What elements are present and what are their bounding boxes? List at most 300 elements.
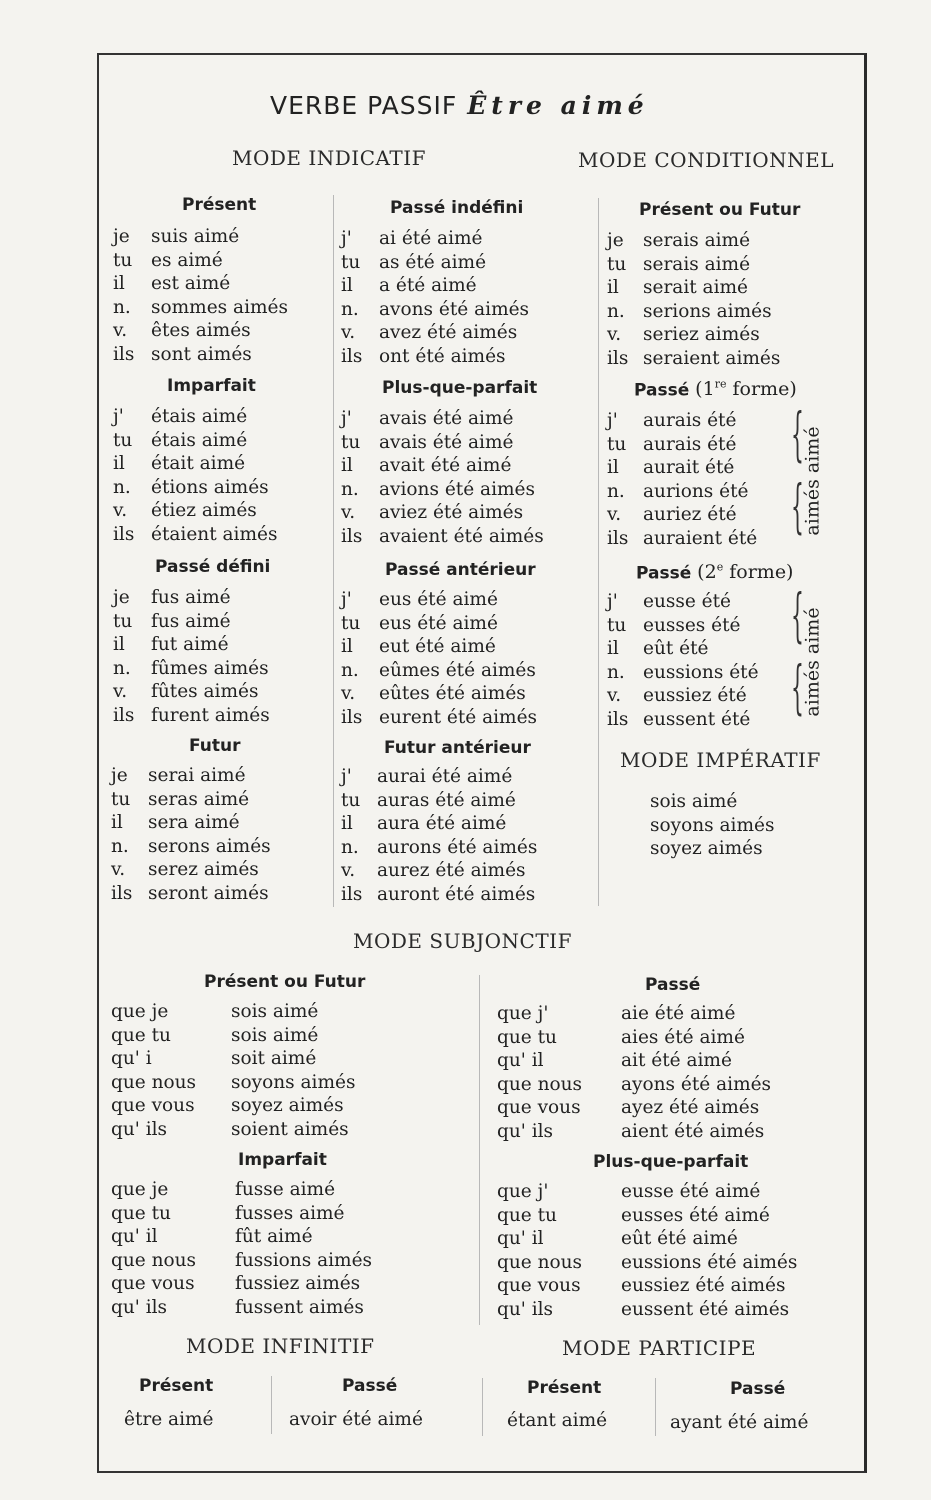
conjugation-row [341,227,529,251]
conjugation-row [113,657,270,681]
imperatif-row: soyons aimés [650,814,775,836]
participe-present: étant aimé [507,1410,608,1431]
pronoun: que j' [497,1181,549,1202]
pronoun: je [113,226,130,247]
conjugation-row [607,708,759,732]
pronoun: n. [341,298,359,320]
pronoun: j' [607,591,618,612]
pronoun: qu' i [111,1048,152,1070]
verb-form: eûtes été aimés [379,683,526,705]
pronoun: tu [607,433,627,455]
conjugation-row [341,588,537,612]
verb-form: fût aimé [235,1226,313,1248]
verb-form: aurai été aimé [377,766,513,787]
conjugation-row [113,610,270,634]
pronoun: v. [607,324,622,346]
pronoun: il [607,457,619,479]
pronoun: il [113,634,125,656]
pronoun: tu [113,610,133,632]
conjugation-row [113,249,288,273]
tense-label: Présent [182,195,257,215]
verb-form: auras été aimé [377,789,516,811]
verb-form: seriez aimés [643,324,760,346]
conjugation-row [607,229,780,253]
verb-form: ai été aimé [379,228,483,249]
conjugation-row [341,789,537,813]
pronoun: je [607,230,624,251]
pronoun: v. [341,683,356,705]
pronoun: ils [341,883,363,905]
verb-form: soyez aimés [231,1095,344,1117]
conjugation-row [113,272,288,296]
brace-glyph: { [790,653,804,721]
pronoun: qu' il [111,1226,158,1248]
conjugation-row [341,859,537,883]
pronoun: n. [113,476,131,498]
verb-form: seras aimé [148,788,250,810]
pronoun: j' [607,410,618,431]
conjugation-row [111,1024,355,1048]
conjugation-row [607,323,780,347]
imperatif-row: sois aimé [650,791,738,812]
conj-block [497,1002,771,1144]
conjugation-row [607,300,780,324]
tense-label: Passé indéfini [390,198,524,218]
conjugation-row [113,343,288,367]
conjugation-row [497,1002,771,1026]
pronoun: n. [111,835,129,857]
conjugation-row [113,319,288,343]
conj-block [113,405,277,547]
verb-form: étais aimé [151,406,248,427]
mode-conditionnel-heading: MODE CONDITIONNEL [578,148,835,172]
conjugation-row [111,1071,355,1095]
pronoun: il [607,638,619,660]
verb-form: est aimé [151,273,231,295]
conjugation-row [111,1178,372,1202]
verb-form: étions aimés [151,476,269,498]
conjugation-row [113,680,270,704]
conjugation-row [111,1000,355,1024]
verb-form: aies été aimé [621,1026,745,1048]
verb-form: avons été aimés [379,298,530,320]
conjugation-row [497,1120,771,1144]
vertical-label: aimés aimé [801,426,824,536]
verb-form: avais été aimé [379,408,514,429]
conjugation-row [497,1026,771,1050]
verb-form: fûtes aimés [151,681,259,703]
conjugation-row [341,251,529,275]
verb-form: auront été aimés [377,883,536,905]
conjugation-row [497,1073,771,1097]
conjugation-row [607,614,759,638]
conjugation-row [607,456,757,480]
conjugation-row [497,1096,771,1120]
conjugation-row [111,764,271,788]
conjugation-row [111,788,271,812]
conjugation-row [497,1204,797,1228]
pronoun: il [341,636,353,658]
tense-label: Passé [342,1376,398,1396]
imperatif-list [650,790,774,861]
pronoun: que tu [111,1202,171,1224]
tense-label: Imparfait [238,1150,327,1170]
pronoun: qu' il [497,1050,544,1072]
pronoun: tu [113,429,133,451]
column-divider [271,1376,272,1434]
conjugation-row [607,684,759,708]
verb-form: eus été aimé [379,589,498,610]
verb-form: aurions été [643,480,749,502]
conjugation-row [113,499,277,523]
verb-form: eussent été aimés [621,1298,790,1320]
conjugation-row [113,405,277,429]
pronoun: j' [113,406,124,427]
conjugation-row [607,637,759,661]
verb-form: fusses aimé [235,1202,345,1224]
vertical-label: aimés aimé [801,607,824,717]
pronoun: il [111,812,123,834]
tense-label: Futur [189,736,241,756]
verb-form: soyons aimés [231,1071,356,1093]
conjugation-row [113,633,270,657]
verb-form: étais aimé [151,429,248,451]
column-divider [333,195,334,907]
pronoun: n. [341,478,359,500]
tense-label: Passé antérieur [385,560,536,580]
brace-glyph: { [790,472,804,540]
infinitif-present: être aimé [124,1409,214,1430]
pronoun: v. [113,681,128,703]
conjugation-row [111,1118,355,1142]
tense-label: Passé (2e forme) [636,561,794,584]
conjugation-row [341,454,544,478]
pronoun: tu [341,251,361,273]
pronoun: tu [607,614,627,636]
pronoun: que vous [497,1097,581,1119]
verb-form: seraient aimés [643,347,781,369]
tense-label: Futur antérieur [384,738,531,758]
pronoun: j' [341,408,352,429]
verb-form: eusses été aimé [621,1204,770,1226]
conj-block [497,1180,797,1322]
conjugation-row [341,478,544,502]
pronoun: que nous [111,1249,197,1271]
pronoun: j' [341,589,352,610]
verb-form: était aimé [151,453,246,475]
verb-form: aurais été [643,433,737,455]
pronoun: il [607,277,619,299]
conjugation-row [113,225,288,249]
conjugation-row [497,1180,797,1204]
conj-block [341,588,537,730]
verb-form: serais aimé [643,230,751,251]
conjugation-row [111,1202,372,1226]
verb-form: eussiez été [643,685,747,707]
pronoun: que je [111,1179,169,1200]
pronoun: que je [111,1001,169,1022]
verb-form: fussions aimés [235,1249,373,1271]
column-divider [598,198,599,906]
tense-label: Présent [139,1376,214,1396]
pronoun: n. [607,300,625,322]
verb-form: furent aimés [151,704,270,726]
verb-form: eut été aimé [379,636,496,658]
pronoun: il [341,455,353,477]
conj-block [607,409,757,551]
pronoun: que nous [497,1251,583,1273]
conjugation-row [111,1249,372,1273]
mode-indicatif-heading: MODE INDICATIF [232,146,426,170]
conjugation-row [607,253,780,277]
verb-form: avais été aimé [379,431,514,453]
tense-label: Passé défini [155,557,271,577]
verb-form: eûmes été aimés [379,659,536,681]
pronoun: il [113,453,125,475]
verb-form: a été aimé [379,275,477,297]
column-divider [479,975,480,1325]
column-divider [482,1378,483,1436]
verb-form: eussions été [643,661,759,683]
pronoun: j' [341,228,352,249]
verb-form: ont été aimés [379,345,506,367]
conjugation-row [111,882,271,906]
pronoun: ils [341,345,363,367]
conjugation-row [113,452,277,476]
conjugation-row [607,661,759,685]
tense-label: Plus-que-parfait [382,378,538,398]
pronoun: tu [607,253,627,275]
pronoun: j' [341,766,352,787]
pronoun: tu [341,789,361,811]
verb-form: sois aimé [231,1001,319,1022]
page-title: VERBE PASSIF Être aimé [270,91,649,120]
conjugation-row [607,480,757,504]
mode-infinitif-heading: MODE INFINITIF [186,1334,375,1358]
conj-block [607,229,780,371]
conj-block [607,590,759,732]
conjugation-row [113,296,288,320]
brace-glyph: { [790,581,804,649]
pronoun: v. [341,322,356,344]
conjugation-row [607,347,780,371]
pronoun: je [111,765,128,786]
pronoun: v. [341,860,356,882]
conjugation-row [607,503,757,527]
conj-block [111,1000,355,1142]
pronoun: que nous [111,1071,197,1093]
conjugation-row [111,1225,372,1249]
verb-form: auraient été [643,527,758,549]
conjugation-row [341,321,529,345]
pronoun: il [341,813,353,835]
conjugation-row [497,1274,797,1298]
infinitif-passe: avoir été aimé [289,1409,423,1430]
conjugation-row [341,431,544,455]
pronoun: il [341,275,353,297]
verb-form: eusse été [643,591,732,612]
verb-form: fus aimé [151,587,231,608]
verb-form: eût été [643,638,709,660]
pronoun: qu' ils [497,1120,554,1142]
conjugation-row [341,682,537,706]
conjugation-row [341,659,537,683]
verb-form: étiez aimés [151,500,257,522]
pronoun: que tu [497,1204,557,1226]
pronoun: qu' ils [497,1298,554,1320]
pronoun: n. [607,661,625,683]
verb-form: eussions été aimés [621,1251,798,1273]
verb-form: serait aimé [643,277,748,299]
conjugation-row [113,429,277,453]
pronoun: il [113,273,125,295]
mode-subjonctif-heading: MODE SUBJONCTIF [353,929,572,953]
verb-form: eusse été aimé [621,1181,761,1202]
conj-block [113,586,270,728]
verb-form: fussiez aimés [235,1273,361,1295]
pronoun: ils [113,704,135,726]
verb-form: eussiez été aimés [621,1275,786,1297]
verb-form: es aimé [151,249,223,271]
verb-form: aurais été [643,410,737,431]
mode-imperatif-heading: MODE IMPÉRATIF [620,748,821,772]
verb-form: fus aimé [151,610,231,632]
conjugation-row [113,586,270,610]
verb-form: sois aimé [231,1024,319,1046]
tense-label: Passé [645,975,701,995]
conjugation-row [341,812,537,836]
verb-form: serions aimés [643,300,772,322]
verb-form: eurent été aimés [379,706,538,728]
tense-label: Passé [730,1379,786,1399]
verb-form: avez été aimés [379,322,518,344]
verb-form: seront aimés [148,882,269,904]
pronoun: n. [607,480,625,502]
verb-form: serez aimés [148,859,259,881]
pronoun: v. [113,500,128,522]
conjugation-row [111,1047,355,1071]
verb-form: auriez été [643,504,737,526]
pronoun: que vous [497,1275,581,1297]
pronoun: tu [113,249,133,271]
conjugation-row [341,501,544,525]
verb-form: aurez été aimés [377,860,526,882]
conjugation-row [111,1272,372,1296]
pronoun: que j' [497,1003,549,1024]
verb-form: aurons été aimés [377,836,538,858]
participe-passe: ayant été aimé [670,1412,809,1433]
conj-block [113,225,288,367]
verb-form: soit aimé [231,1048,317,1070]
brace-glyph: { [790,400,804,468]
conjugation-row [113,476,277,500]
conj-block [111,1178,372,1320]
conjugation-row [111,835,271,859]
verb-form: eussent été [643,708,751,730]
pronoun: que tu [111,1024,171,1046]
conj-block [341,407,544,549]
verb-form: sommes aimés [151,296,288,318]
conjugation-row [341,765,537,789]
pronoun: tu [341,431,361,453]
verb-form: aura été aimé [377,813,507,835]
conjugation-row [341,706,537,730]
pronoun: tu [111,788,131,810]
pronoun: que vous [111,1273,195,1295]
conjugation-row [111,1296,372,1320]
pronoun: n. [113,296,131,318]
pronoun: ils [341,525,363,547]
pronoun: n. [341,659,359,681]
verb-form: aie été aimé [621,1003,736,1024]
conjugation-row [607,409,757,433]
conjugation-row [341,345,529,369]
conjugation-row [607,276,780,300]
conjugation-row [341,407,544,431]
conjugation-row [111,858,271,882]
pronoun: v. [341,502,356,524]
verb-form: aviez été aimés [379,502,524,524]
verb-form: ait été aimé [621,1050,732,1072]
pronoun: ils [607,527,629,549]
verb-form: étaient aimés [151,523,278,545]
pronoun: n. [341,836,359,858]
pronoun: v. [111,859,126,881]
verb-form: êtes aimés [151,320,251,342]
pronoun: qu' ils [111,1296,168,1318]
verb-form: serai aimé [148,765,246,786]
verb-form: fut aimé [151,634,229,656]
mode-participe-heading: MODE PARTICIPE [562,1336,757,1360]
pronoun: tu [341,612,361,634]
verb-form: avions été aimés [379,478,535,500]
conjugation-row [341,836,537,860]
tense-label: Imparfait [167,376,256,396]
pronoun: qu' il [497,1228,544,1250]
conjugation-row [111,1094,355,1118]
pronoun: qu' ils [111,1118,168,1140]
pronoun: v. [607,685,622,707]
verb-form: as été aimé [379,251,487,273]
verb-form: fusse aimé [235,1179,336,1200]
tense-label: Présent [527,1378,602,1398]
pronoun: ils [607,347,629,369]
verb-form: ayons été aimés [621,1073,772,1095]
pronoun: n. [113,657,131,679]
verb-form: fussent aimés [235,1296,364,1318]
verb-form: avait été aimé [379,455,512,477]
tense-label: Passé (1re forme) [634,378,797,401]
conjugation-row [341,525,544,549]
verb-form: serons aimés [148,835,271,857]
conj-block [341,765,537,907]
conjugation-row [607,433,757,457]
verb-form: sera aimé [148,812,240,834]
conjugation-row [497,1298,797,1322]
verb-form: suis aimé [151,226,240,247]
tense-label: Plus-que-parfait [593,1152,749,1172]
pronoun: ils [341,706,363,728]
pronoun: que vous [111,1095,195,1117]
verb-form: eus été aimé [379,612,498,634]
verb-form: aurait été [643,457,735,479]
conjugation-row [497,1049,771,1073]
conjugation-row [497,1251,797,1275]
verb-form: soient aimés [231,1118,349,1140]
pronoun: je [113,587,130,608]
conjugation-row [341,883,537,907]
pronoun: v. [607,504,622,526]
